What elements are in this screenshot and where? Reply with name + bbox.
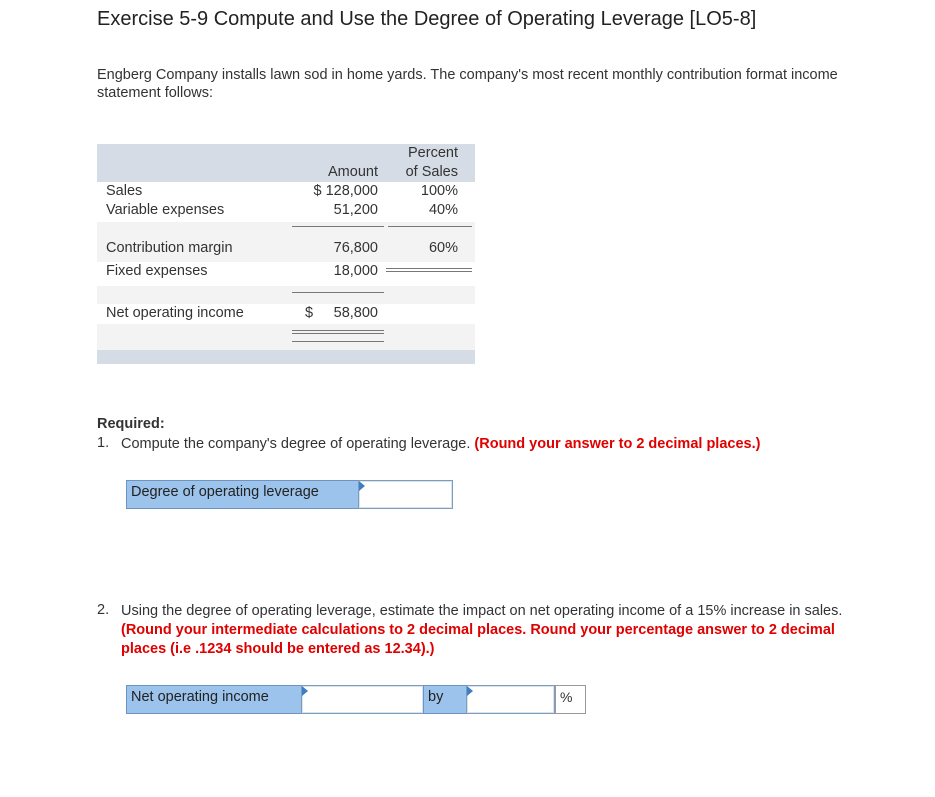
amount-contribution-margin: 76,800	[333, 240, 378, 256]
input-marker-icon	[302, 686, 308, 696]
question-2-prompt: Using the degree of operating leverage, estimate the impact on net operating income of a 15% increase in sales.	[121, 603, 843, 619]
column-header-of-sales: of Sales	[405, 164, 458, 180]
question-1-text	[121, 435, 881, 454]
net-operating-income-input[interactable]	[301, 685, 424, 714]
dollar-sign: $	[305, 305, 314, 321]
row-label-contribution-margin: Contribution margin	[106, 240, 233, 256]
total-rule	[292, 341, 384, 342]
required-heading: Required:	[97, 416, 165, 432]
degree-of-operating-leverage-input[interactable]	[358, 480, 453, 509]
question-2-number: 2.	[97, 602, 110, 618]
double-rule	[292, 333, 384, 334]
row-label-net-operating-income: Net operating income	[106, 305, 244, 321]
subtotal-rule	[388, 226, 472, 227]
double-rule	[292, 330, 384, 331]
intro-paragraph: Engberg Company installs lawn sod in home yards. The company's most recent monthly contribution format income statement follows:	[97, 67, 838, 101]
input-marker-icon	[359, 481, 365, 491]
statement-footer-band	[97, 350, 475, 364]
double-rule	[386, 271, 472, 272]
net-operating-income-label: Net operating income	[126, 685, 302, 714]
amount-fixed-expenses: 18,000	[333, 263, 378, 279]
column-header-percent: Percent	[408, 145, 458, 161]
percent-sales: 100%	[420, 183, 458, 199]
amount-sales: $ 128,000	[313, 183, 378, 199]
percent-variable-expenses: 40%	[428, 202, 458, 218]
row-label-variable-expenses: Variable expenses	[106, 202, 225, 218]
question-2-text	[121, 602, 881, 659]
input-marker-icon	[467, 686, 473, 696]
subtotal-rule	[292, 292, 384, 293]
page-title: Exercise 5-9 Compute and Use the Degree of Operating Leverage [LO5-8]	[97, 8, 757, 30]
question-1-number: 1.	[97, 435, 110, 451]
amount-net-operating-income: 58,800	[333, 305, 378, 321]
amount-variable-expenses: 51,200	[333, 202, 378, 218]
percentage-change-input[interactable]	[466, 685, 555, 714]
percent-contribution-margin: 60%	[428, 240, 458, 256]
by-label: by	[423, 685, 467, 714]
percent-unit-label: %	[555, 685, 586, 714]
question-1-instruction: (Round your answer to 2 decimal places.)	[474, 436, 761, 452]
row-label-sales: Sales	[106, 183, 143, 199]
subtotal-rule	[292, 226, 384, 227]
double-rule	[386, 268, 472, 269]
question-1-prompt: Compute the company's degree of operating leverage.	[121, 436, 471, 452]
question-2-instruction: (Round your intermediate calculations to 2 decimal places. Round your percentage answer to 2 decimal places (i.e .1234 should be entered as 12.34).)	[121, 622, 835, 657]
degree-of-operating-leverage-label: Degree of operating leverage	[126, 480, 359, 509]
row-label-fixed-expenses: Fixed expenses	[106, 263, 208, 279]
column-header-amount: Amount	[328, 164, 378, 180]
